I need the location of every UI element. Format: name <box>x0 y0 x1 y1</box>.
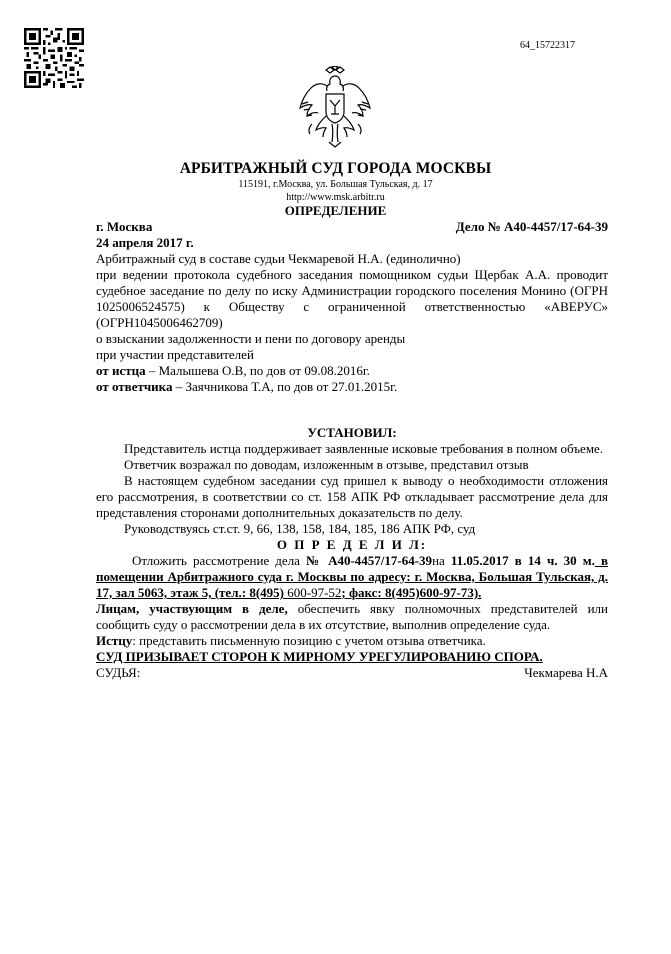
court-title: АРБИТРАЖНЫЙ СУД ГОРОДА МОСКВЫ <box>179 160 492 177</box>
ruling-paragraph-2 <box>96 601 608 633</box>
document-id: 64_15722317 <box>520 40 575 51</box>
ruling-paragraph-3 <box>96 633 608 649</box>
ruling-2-bold: Лицам, участвующим в деле, <box>96 601 288 616</box>
settlement-appeal: СУД ПРИЗЫВАЕТ СТОРОН К МИРНОМУ УРЕГУЛИРОВАНИЮ СПОРА. <box>96 649 543 664</box>
established-paragraph-2: Ответчик возражал по доводам, изложенным в отзыве, представил отзыв <box>124 457 529 472</box>
established-paragraph-1: Представитель истца поддерживает заявленные исковые требования в полном объеме. <box>124 441 604 456</box>
city-case-row <box>96 219 608 235</box>
qr-code-icon <box>24 28 84 88</box>
document-body <box>96 219 608 681</box>
claim-subject: о взыскании задолженности и пени по договору аренды <box>96 331 406 346</box>
document-date: 24 апреля 2017 г. <box>96 235 194 250</box>
ruling-2-text: обеспечить явку полномочных представителей или сообщить суду о рассмотрении дела в их отсутствие, выполнив определение суда. <box>96 601 608 632</box>
ruling-3-text: : представить письменную позицию с учетом отзыва ответчика. <box>132 633 486 648</box>
judge-name: Чекмарева Н.А <box>524 665 608 680</box>
ruling-1-phone: 600-97-52 <box>287 585 342 600</box>
case-number: Дело № А40-4457/17-64-39 <box>455 219 608 234</box>
coat-of-arms-icon <box>296 66 374 150</box>
court-website-link[interactable]: http://www.msk.arbitr.ru <box>286 192 385 203</box>
participants-intro: при участии представителей <box>96 347 254 362</box>
ruling-1-case: № А40-4457/17-64-39 <box>306 553 433 568</box>
ruling-1-fax: ; факс: 8(495)600-97-73). <box>341 585 482 600</box>
ruling-1-place: в помещении Арбитражного суда г. Москвы по адресу: г. Москва, Большая Тульская, д. 17, зал 5063, этаж 5, (тел.: 8(495) <box>96 553 608 600</box>
judge-label: СУДЬЯ: <box>96 665 141 680</box>
plaintiff-representative <box>96 363 608 379</box>
court-address: 115191, г.Москва, ул. Большая Тульская, д. 17 <box>238 179 433 190</box>
court-composition: Арбитражный суд в составе судьи Чекмаревой Н.А. (единолично) <box>96 251 461 266</box>
plaintiff-text: – Малышева О.В, по дов от 09.08.2016г. <box>145 363 370 378</box>
ruling-1-date: 11.05.2017 в 14 ч. 30 м. <box>450 553 595 568</box>
established-paragraph-3: В настоящем судебном заседании суд пришел к выводу о необходимости отложения его рассмотрения, в соответствии со ст. 158 АПК РФ откладывает рассмотрение дела для представления сторонами дополнительных доказательств по делу. <box>96 473 608 520</box>
ruling-3-label: Истцу <box>96 633 133 648</box>
established-heading: УСТАНОВИЛ: <box>307 425 397 440</box>
established-paragraph-4: Руководствуясь ст.ст. 9, 66, 138, 158, 184, 185, 186 АПК РФ, суд <box>124 521 476 536</box>
document-type: ОПРЕДЕЛЕНИЕ <box>284 203 387 218</box>
ruling-paragraph-1 <box>96 553 608 601</box>
signature-row <box>96 665 608 681</box>
ruling-1-text-a: Отложить рассмотрение дела <box>132 553 307 568</box>
plaintiff-label: от истца <box>96 363 146 378</box>
case-description: при ведении протокола судебного заседания помощником судьи Щербак А.А. проводит судебное заседание по делу по иску Администрации городского поселения Монино (ОГРН 1025006524575) к Обществу с ограниченной ответственностью «АВЕРУС» (ОГРН1045006462709) <box>96 267 608 330</box>
defendant-text: – Заячникова Т.А, по дов от 27.01.2015г. <box>172 379 398 394</box>
defendant-representative <box>96 379 608 395</box>
ruling-heading: О П Р Е Д Е Л И Л: <box>276 537 428 552</box>
spacer <box>96 395 608 425</box>
ruling-1-text-b: на <box>432 553 451 568</box>
defendant-label: от ответчика <box>96 379 173 394</box>
city: г. Москва <box>96 219 153 234</box>
